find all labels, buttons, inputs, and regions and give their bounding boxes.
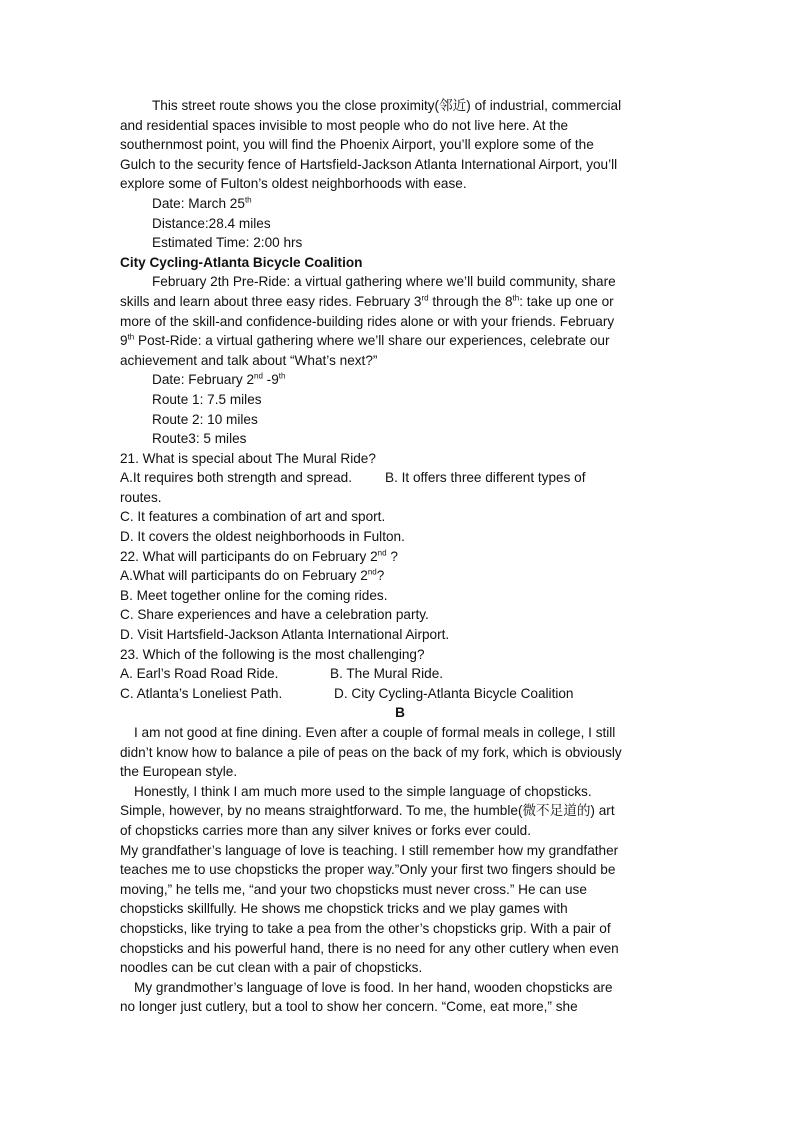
passage-b-line: teaches me to use chopsticks the proper way.”Only your first two fingers should be [120, 862, 616, 878]
question-23-options-cd: C. Atlanta’s Loneliest Path. D. City Cycling-Atlanta Bicycle Coalition [120, 685, 574, 701]
passage-b-line: Honestly, I think I am much more used to the simple language of chopsticks. [134, 783, 592, 799]
event-line: February 2th Pre-Ride: a virtual gathering where we’ll build community, share [152, 274, 616, 290]
intro-line: explore some of Fulton’s oldest neighborhoods with ease. [120, 176, 467, 192]
intro-line: southernmost point, you will find the Phoenix Airport, you’ll explore some of the [120, 137, 594, 153]
passage-b-line: the European style. [120, 764, 238, 780]
event-title: City Cycling-Atlanta Bicycle Coalition [120, 254, 363, 270]
passage-b-line: My grandfather’s language of love is teaching. I still remember how my grandfather [120, 842, 619, 858]
passage-b-line: My grandmother’s language of love is food. In her hand, wooden chopsticks are [134, 979, 613, 995]
question-23: 23. Which of the following is the most challenging? [120, 646, 425, 662]
question-21-option-d: D. It covers the oldest neighborhoods in Fulton. [120, 529, 405, 545]
question-22-option-b: B. Meet together online for the coming rides. [120, 587, 388, 603]
question-22-option-a: A.What will participants do on February 2nd? [120, 567, 385, 584]
question-21: 21. What is special about The Mural Ride? [120, 450, 376, 466]
passage-b-line: noodles can be cut clean with a pair of chopsticks. [120, 960, 423, 976]
passage-b-line: no longer just cutlery, but a tool to show her concern. “Come, eat more,” she [120, 999, 578, 1015]
event-line: achievement and talk about “What’s next?” [120, 352, 378, 368]
passage-b-line: of chopsticks carries more than any silver knives or forks ever could. [120, 822, 531, 838]
question-21-option-b-cont: routes. [120, 489, 162, 505]
question-21-options-ab: A.It requires both strength and spread. B. It offers three different types of [120, 470, 586, 486]
event-date: Date: February 2nd -9th [152, 371, 286, 388]
event-line: skills and learn about three easy rides. February 3rd through the 8th: take up one or [120, 293, 614, 309]
passage-b-line: chopsticks, like trying to take a pea from the other’s chopsticks grip. With a pair of [120, 920, 611, 936]
question-22: 22. What will participants do on February 2nd ? [120, 548, 398, 564]
event-route-1: Route 1: 7.5 miles [152, 391, 262, 407]
passage-b-line: chopsticks and his powerful hand, there is no need for any other cutlery when even [120, 940, 619, 956]
event-line: more of the skill-and confidence-building rides alone or with your friends. February [120, 313, 615, 329]
section-heading-b: B [395, 705, 405, 721]
event-line: 9th Post-Ride: a virtual gathering where we’ll share our experiences, celebrate our [120, 332, 610, 349]
question-23-options-ab: A. Earl’s Road Road Ride. B. The Mural Ride. [120, 666, 444, 682]
passage-b-line: I am not good at fine dining. Even after a couple of formal meals in college, I still [134, 725, 616, 740]
passage-b-line: chopsticks skillfully. He shows me chopstick tricks and we play games with [120, 901, 568, 917]
passage-b-line: Simple, however, by no means straightforward. To me, the humble(微不足道的) art [120, 803, 615, 819]
route-time: Estimated Time: 2:00 hrs [152, 235, 303, 251]
route-distance: Distance:28.4 miles [152, 215, 271, 231]
intro-line: and residential spaces invisible to most people who do not live here. At the [120, 117, 569, 133]
intro-line: This street route shows you the close proximity(邻近) of industrial, commercial [152, 98, 622, 113]
route-date: Date: March 25th [152, 195, 252, 211]
document-page [120, 96, 680, 1017]
question-22-option-d: D. Visit Hartsfield-Jackson Atlanta International Airport. [120, 627, 450, 643]
event-route-2: Route 2: 10 miles [152, 411, 258, 427]
event-route-3: Route3: 5 miles [152, 431, 247, 447]
passage-b-line: didn’t know how to balance a pile of peas on the back of my fork, which is obviously [120, 744, 622, 760]
passage-b-line: moving,” he tells me, “and your two chopsticks must never cross.” He can use [120, 881, 587, 897]
question-21-option-c: C. It features a combination of art and sport. [120, 509, 386, 525]
question-22-option-c: C. Share experiences and have a celebration party. [120, 607, 429, 623]
intro-line: Gulch to the security fence of Hartsfield-Jackson Atlanta International Airport, you’ll [120, 156, 618, 172]
